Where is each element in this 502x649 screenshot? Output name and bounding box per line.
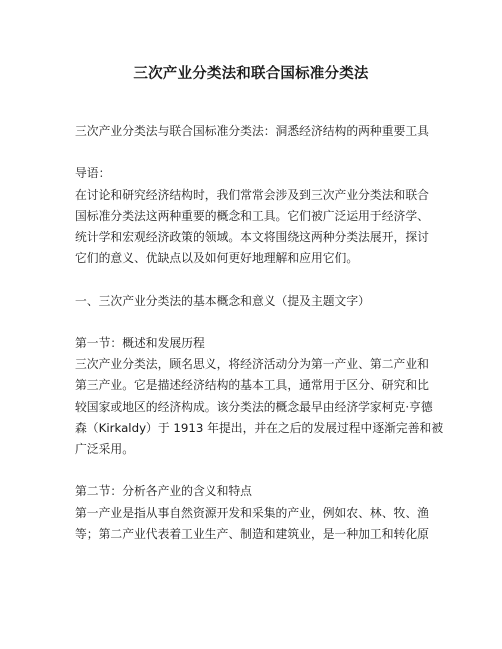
document-body (75, 121, 444, 545)
paragraph-line: 第一产业是指从事自然资源开发和采集的产业，例如农、林、牧、渔 (75, 505, 429, 520)
section-heading: 一、三次产业分类法的基本概念和意义（提及主题文字） (75, 293, 370, 308)
paragraph-line: 三次产业分类法，顾名思义，将经济活动分为第一产业、第二产业和 (75, 357, 429, 372)
spacer (75, 312, 435, 333)
intro-line: 它们的意义、优缺点以及如何更好地理解和应用它们。 (75, 251, 359, 266)
document-title: 三次产业分类法和联合国标准分类法 (133, 66, 369, 82)
spacer (75, 460, 435, 481)
intro-heading: 导语： (75, 166, 111, 181)
intro-line: 国标准分类法这两种重要的概念和工具。它们被广泛运用于经济学、 (75, 208, 429, 223)
paragraph-line: 第三产业。它是描述经济结构的基本工具，通常用于区分、研究和比 (75, 378, 429, 393)
paragraph-line: 等；第二产业代表着工业生产、制造和建筑业，是一种加工和转化原 (75, 526, 429, 541)
paragraph-line: 较国家或地区的经济构成。该分类法的概念最早由经济学家柯克·亨德 (75, 399, 433, 414)
spacer (75, 269, 435, 290)
spacer (75, 142, 435, 163)
paragraph-line: 广泛采用。 (75, 442, 134, 456)
subsection-heading: 第一节：概述和发展历程 (75, 335, 205, 350)
intro-line: 统计学和宏观经济政策的领域。本文将围绕这两种分类法展开，探讨 (75, 230, 429, 244)
document-subtitle: 三次产业分类法与联合国标准分类法：洞悉经济结构的两种重要工具 (75, 124, 429, 138)
intro-line: 在讨论和研究经济结构时，我们常常会涉及到三次产业分类法和联合 (75, 187, 429, 202)
paragraph-line: 森（Kirkaldy）于 1913 年提出，并在之后的发展过程中逐渐完善和被 (75, 420, 444, 435)
subsection-heading: 第二节：分析各产业的含义和特点 (75, 484, 252, 499)
